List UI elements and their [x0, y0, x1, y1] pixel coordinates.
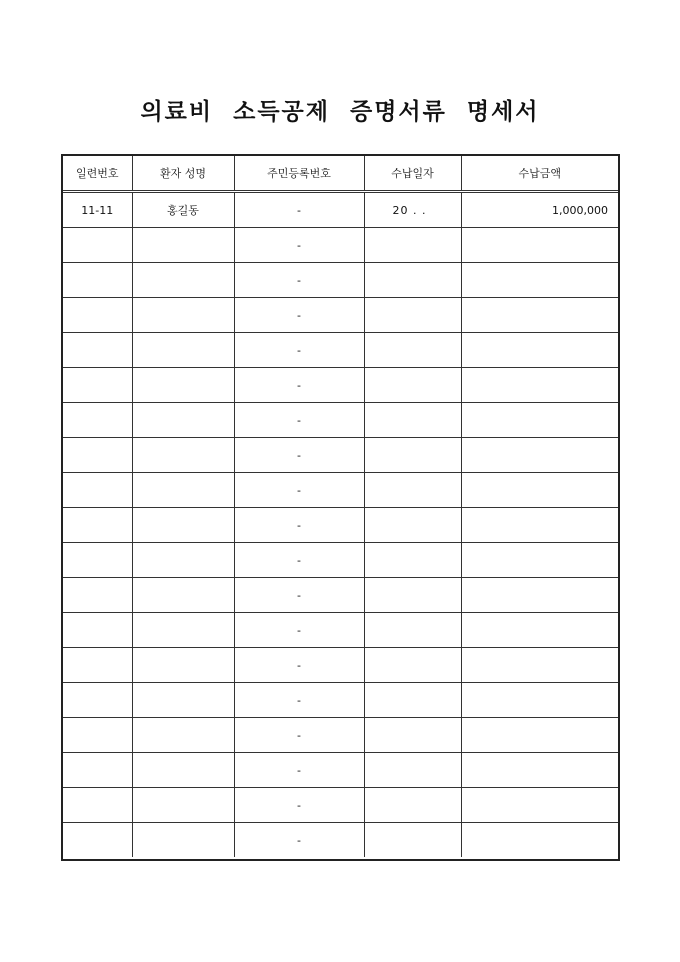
payment-date-cell[interactable]: [364, 823, 461, 858]
patient-name-cell[interactable]: [132, 648, 234, 683]
resident-number-cell[interactable]: -: [234, 438, 364, 473]
header-resident-number: 주민등록번호: [234, 156, 364, 192]
patient-name-cell[interactable]: [132, 333, 234, 368]
resident-number-cell[interactable]: -: [234, 823, 364, 858]
table-row: [63, 613, 618, 648]
table-row: [63, 508, 618, 543]
serial-number-cell[interactable]: [63, 613, 132, 648]
resident-number-cell[interactable]: -: [234, 718, 364, 753]
table-row: [63, 298, 618, 333]
serial-number-cell[interactable]: [63, 333, 132, 368]
payment-amount-cell[interactable]: [461, 508, 618, 543]
resident-number-cell[interactable]: -: [234, 263, 364, 298]
patient-name-cell[interactable]: [132, 403, 234, 438]
serial-number-cell[interactable]: [63, 753, 132, 788]
payment-amount-cell[interactable]: 1,000,000: [461, 192, 618, 228]
resident-number-cell[interactable]: -: [234, 192, 364, 228]
serial-number-cell[interactable]: 11-11: [63, 192, 132, 228]
payment-amount-cell[interactable]: [461, 298, 618, 333]
resident-number-cell[interactable]: -: [234, 473, 364, 508]
resident-number-cell[interactable]: -: [234, 543, 364, 578]
payment-date-cell[interactable]: [364, 368, 461, 403]
payment-date-cell[interactable]: [364, 683, 461, 718]
payment-date-cell[interactable]: [364, 263, 461, 298]
table-row: [63, 648, 618, 683]
resident-number-cell[interactable]: -: [234, 298, 364, 333]
payment-amount-cell[interactable]: [461, 718, 618, 753]
serial-number-cell[interactable]: [63, 403, 132, 438]
resident-number-cell[interactable]: -: [234, 333, 364, 368]
resident-number-cell[interactable]: -: [234, 648, 364, 683]
payment-date-cell[interactable]: [364, 543, 461, 578]
payment-date-cell[interactable]: [364, 473, 461, 508]
serial-number-cell[interactable]: [63, 368, 132, 403]
header-serial-number: 일련번호: [63, 156, 132, 192]
patient-name-cell[interactable]: [132, 228, 234, 263]
payment-amount-cell[interactable]: [461, 648, 618, 683]
payment-amount-cell[interactable]: [461, 228, 618, 263]
table-row: [63, 683, 618, 718]
serial-number-cell[interactable]: [63, 438, 132, 473]
payment-date-cell[interactable]: [364, 508, 461, 543]
patient-name-cell[interactable]: [132, 298, 234, 333]
serial-number-cell[interactable]: [63, 508, 132, 543]
patient-name-cell[interactable]: [132, 368, 234, 403]
patient-name-cell[interactable]: [132, 613, 234, 648]
serial-number-cell[interactable]: [63, 823, 132, 858]
payment-amount-cell[interactable]: [461, 683, 618, 718]
resident-number-cell[interactable]: -: [234, 578, 364, 613]
payment-amount-cell[interactable]: [461, 473, 618, 508]
resident-number-cell[interactable]: -: [234, 228, 364, 263]
header-payment-date: 수납일자: [364, 156, 461, 192]
payment-amount-cell[interactable]: [461, 578, 618, 613]
resident-number-cell[interactable]: -: [234, 403, 364, 438]
table-row: [63, 788, 618, 823]
resident-number-cell[interactable]: -: [234, 508, 364, 543]
table-row: [63, 333, 618, 368]
serial-number-cell[interactable]: [63, 298, 132, 333]
patient-name-cell[interactable]: [132, 823, 234, 858]
resident-number-cell[interactable]: -: [234, 753, 364, 788]
payment-amount-cell[interactable]: [461, 438, 618, 473]
payment-date-cell[interactable]: 20 . .: [364, 192, 461, 228]
patient-name-cell[interactable]: [132, 438, 234, 473]
payment-amount-cell[interactable]: [461, 543, 618, 578]
patient-name-cell[interactable]: [132, 753, 234, 788]
payment-date-cell[interactable]: [364, 403, 461, 438]
serial-number-cell[interactable]: [63, 788, 132, 823]
statement-table-frame: [61, 154, 620, 861]
patient-name-cell[interactable]: [132, 683, 234, 718]
payment-date-cell[interactable]: [364, 718, 461, 753]
serial-number-cell[interactable]: [63, 228, 132, 263]
serial-number-cell[interactable]: [63, 578, 132, 613]
payment-amount-cell[interactable]: [461, 753, 618, 788]
table-body: [63, 192, 618, 858]
patient-name-cell[interactable]: [132, 718, 234, 753]
serial-number-cell[interactable]: [63, 263, 132, 298]
payment-date-cell[interactable]: [364, 333, 461, 368]
payment-date-cell[interactable]: [364, 613, 461, 648]
table-row: [63, 192, 618, 228]
table-row: [63, 473, 618, 508]
payment-amount-cell[interactable]: [461, 613, 618, 648]
payment-amount-cell[interactable]: [461, 403, 618, 438]
patient-name-cell[interactable]: [132, 578, 234, 613]
table-header-row: [63, 156, 618, 192]
serial-number-cell[interactable]: [63, 683, 132, 718]
table-row: [63, 438, 618, 473]
header-patient-name: 환자 성명: [132, 156, 234, 192]
statement-table: [63, 156, 618, 857]
serial-number-cell[interactable]: [63, 648, 132, 683]
header-payment-amount: 수납금액: [461, 156, 618, 192]
payment-date-cell[interactable]: [364, 648, 461, 683]
resident-number-cell[interactable]: -: [234, 788, 364, 823]
table-row: [63, 578, 618, 613]
payment-amount-cell[interactable]: [461, 823, 618, 858]
patient-name-cell[interactable]: [132, 788, 234, 823]
patient-name-cell[interactable]: [132, 473, 234, 508]
serial-number-cell[interactable]: [63, 473, 132, 508]
payment-amount-cell[interactable]: [461, 333, 618, 368]
payment-date-cell[interactable]: [364, 228, 461, 263]
payment-date-cell[interactable]: [364, 438, 461, 473]
payment-amount-cell[interactable]: [461, 368, 618, 403]
table-row: [63, 263, 618, 298]
payment-date-cell[interactable]: [364, 788, 461, 823]
page-title: 의료비 소득공제 증명서류 명세서: [140, 99, 540, 125]
patient-name-cell[interactable]: [132, 263, 234, 298]
resident-number-cell[interactable]: -: [234, 613, 364, 648]
serial-number-cell[interactable]: [63, 543, 132, 578]
table-row: [63, 718, 618, 753]
table-row: [63, 543, 618, 578]
patient-name-cell[interactable]: 홍길동: [132, 192, 234, 228]
patient-name-cell[interactable]: [132, 543, 234, 578]
table-row: [63, 823, 618, 858]
table-row: [63, 368, 618, 403]
payment-date-cell[interactable]: [364, 578, 461, 613]
resident-number-cell[interactable]: -: [234, 683, 364, 718]
serial-number-cell[interactable]: [63, 718, 132, 753]
payment-amount-cell[interactable]: [461, 788, 618, 823]
patient-name-cell[interactable]: [132, 508, 234, 543]
table-row: [63, 403, 618, 438]
payment-amount-cell[interactable]: [461, 263, 618, 298]
table-row: [63, 753, 618, 788]
table-row: [63, 228, 618, 263]
payment-date-cell[interactable]: [364, 298, 461, 333]
payment-date-cell[interactable]: [364, 753, 461, 788]
resident-number-cell[interactable]: -: [234, 368, 364, 403]
